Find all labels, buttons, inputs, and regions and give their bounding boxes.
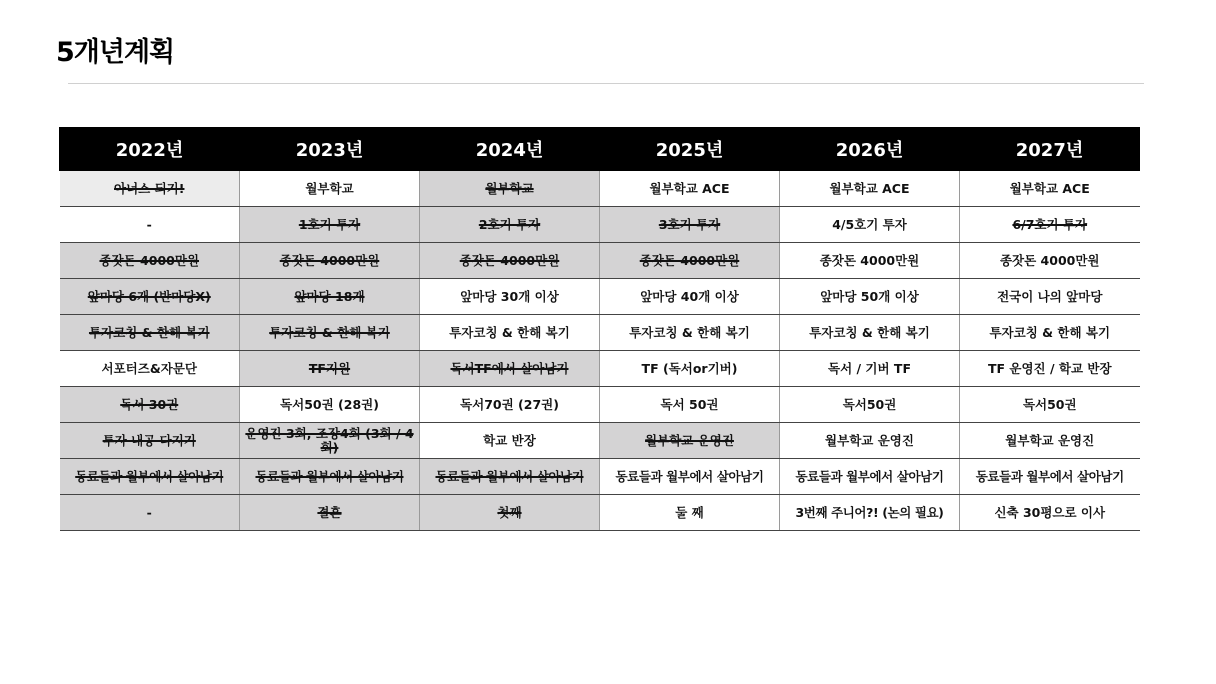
table-row	[60, 207, 1140, 243]
table-row	[60, 243, 1140, 279]
cell-text: 월부학교 운영진	[825, 432, 914, 448]
cell-text: TF 운영진 / 학교 반장	[987, 360, 1112, 376]
cell-text: -	[146, 504, 152, 520]
table-cell	[240, 243, 420, 279]
cell-text: 월부학교 운영진	[645, 432, 734, 448]
cell-text: 아너스 되기!	[114, 180, 185, 196]
cell-text: -	[146, 216, 152, 232]
table-cell	[600, 351, 780, 387]
year-header-row	[60, 128, 1140, 171]
table-cell	[780, 279, 960, 315]
table-cell	[600, 459, 780, 495]
table-cell	[960, 387, 1140, 423]
cell-text: 투자코칭 & 한해 복기	[449, 324, 570, 340]
cell-text: 동료들과 월부에서 살아남기	[75, 468, 224, 484]
table-cell	[780, 243, 960, 279]
table-row	[60, 459, 1140, 495]
cell-text: 1호기 투자	[298, 216, 361, 232]
cell-text: 학교 반장	[483, 432, 536, 448]
year-header-2023: 2023년	[240, 128, 420, 171]
cell-text: 종잣돈 4000만원	[819, 252, 920, 268]
cell-text: 독서 / 기버 TF	[828, 360, 911, 376]
cell-text: 동료들과 월부에서 살아남기	[255, 468, 404, 484]
cell-text: TF지원	[308, 360, 351, 376]
cell-text: 앞마당 30개 이상	[460, 288, 559, 304]
table-cell	[240, 423, 420, 459]
five-year-plan-table	[59, 127, 1140, 531]
table-row	[60, 315, 1140, 351]
table-cell	[420, 387, 600, 423]
table-cell	[420, 243, 600, 279]
table-cell	[960, 423, 1140, 459]
cell-text: 종잣돈 4000만원	[99, 252, 200, 268]
table-cell	[960, 315, 1140, 351]
year-header-2026: 2026년	[780, 128, 960, 171]
cell-text: 앞마당 6개 (반마당X)	[87, 288, 211, 304]
table-cell	[240, 459, 420, 495]
cell-text: 둘 째	[675, 504, 704, 520]
cell-text: 월부학교 ACE	[829, 180, 910, 196]
cell-text: 종잣돈 4000만원	[459, 252, 560, 268]
table-cell	[780, 495, 960, 531]
table-cell	[420, 423, 600, 459]
cell-text: 독서TF에서 살아남기	[450, 360, 569, 376]
cell-text: 독서50권	[842, 396, 897, 412]
cell-text: 독서50권	[1022, 396, 1077, 412]
cell-text: 독서50권 (28권)	[280, 396, 379, 412]
table-cell	[60, 207, 240, 243]
cell-text: 신축 30평으로 이사	[994, 504, 1106, 520]
cell-text: 첫째	[497, 504, 522, 520]
table-cell	[600, 423, 780, 459]
table-cell	[960, 243, 1140, 279]
table-cell	[60, 495, 240, 531]
table-cell	[420, 315, 600, 351]
table-cell	[780, 171, 960, 207]
table-row	[60, 423, 1140, 459]
table-cell	[420, 351, 600, 387]
table-cell	[600, 207, 780, 243]
table-cell	[60, 171, 240, 207]
cell-text: 앞마당 18개	[294, 288, 365, 304]
table-cell	[60, 315, 240, 351]
table-cell	[420, 495, 600, 531]
cell-text: 3번째 주니어?! (논의 필요)	[795, 504, 944, 520]
table-cell	[600, 243, 780, 279]
table-cell	[240, 315, 420, 351]
table-cell	[780, 207, 960, 243]
cell-text: 독서 50권	[660, 396, 719, 412]
cell-text: 월부학교 ACE	[1009, 180, 1090, 196]
cell-text: 종잣돈 4000만원	[999, 252, 1100, 268]
cell-text: 2호기 투자	[478, 216, 541, 232]
table-row	[60, 387, 1140, 423]
table-cell	[240, 279, 420, 315]
table-cell	[780, 387, 960, 423]
table-cell	[780, 351, 960, 387]
table-cell	[420, 171, 600, 207]
table-cell	[240, 207, 420, 243]
table-cell	[420, 207, 600, 243]
cell-text: 투자코칭 & 한해 복기	[269, 324, 390, 340]
table-cell	[240, 351, 420, 387]
table-cell	[420, 279, 600, 315]
cell-text: 독서 30권	[120, 396, 179, 412]
table-cell	[600, 387, 780, 423]
table-cell	[600, 171, 780, 207]
cell-text: 투자코칭 & 한해 복기	[809, 324, 930, 340]
table-cell	[60, 387, 240, 423]
cell-text: 앞마당 40개 이상	[640, 288, 739, 304]
table-cell	[600, 495, 780, 531]
table-cell	[960, 495, 1140, 531]
table-cell	[60, 459, 240, 495]
table-cell	[780, 315, 960, 351]
table-row	[60, 279, 1140, 315]
cell-text: 서포터즈&자문단	[101, 360, 197, 376]
table-cell	[780, 423, 960, 459]
table-cell	[60, 243, 240, 279]
cell-text: 월부학교 운영진	[1005, 432, 1095, 448]
title-divider	[68, 83, 1144, 84]
table-cell	[960, 207, 1140, 243]
cell-text: 투자코칭 & 한해 복기	[88, 324, 210, 340]
cell-text: 운영진 3회, 조장4회 (3회 / 4회)	[245, 425, 414, 455]
cell-text: 종잣돈 4000만원	[639, 252, 740, 268]
table-cell	[960, 171, 1140, 207]
cell-text: 독서70권 (27권)	[460, 396, 559, 412]
cell-text: 월부학교	[305, 180, 354, 196]
cell-text: 투자코칭 & 한해 복기	[629, 324, 750, 340]
cell-text: 전국이 나의 앞마당	[997, 288, 1103, 304]
table-cell	[600, 315, 780, 351]
table-cell	[960, 351, 1140, 387]
cell-text: 월부학교 ACE	[649, 180, 730, 196]
table-cell	[240, 171, 420, 207]
cell-text: 월부학교	[485, 180, 534, 196]
table-cell	[60, 423, 240, 459]
table-cell	[240, 387, 420, 423]
cell-text: 앞마당 50개 이상	[820, 288, 919, 304]
table-cell	[960, 459, 1140, 495]
table-cell	[240, 495, 420, 531]
cell-text: 동료들과 월부에서 살아남기	[975, 468, 1124, 484]
page-title: 5개년계획	[56, 37, 175, 68]
cell-text: 동료들과 월부에서 살아남기	[435, 468, 584, 484]
year-header-2022: 2022년	[60, 128, 240, 171]
cell-text: 6/7호기 투자	[1012, 216, 1088, 232]
table-row	[60, 171, 1140, 207]
cell-text: 투자 내공 다지기	[102, 432, 196, 448]
year-header-2027: 2027년	[960, 128, 1140, 171]
table-cell	[420, 459, 600, 495]
table-cell	[780, 459, 960, 495]
year-header-2024: 2024년	[420, 128, 600, 171]
cell-text: 종잣돈 4000만원	[279, 252, 380, 268]
cell-text: TF (독서or기버)	[641, 360, 738, 376]
cell-text: 3호기 투자	[658, 216, 721, 232]
cell-text: 동료들과 월부에서 살아남기	[795, 468, 944, 484]
table-cell	[60, 279, 240, 315]
table-row	[60, 495, 1140, 531]
cell-text: 투자코칭 & 한해 복기	[989, 324, 1111, 340]
table-cell	[60, 351, 240, 387]
cell-text: 동료들과 월부에서 살아남기	[615, 468, 764, 484]
table-row	[60, 351, 1140, 387]
cell-text: 4/5호기 투자	[832, 216, 907, 232]
table-cell	[600, 279, 780, 315]
cell-text: 결혼	[317, 504, 342, 520]
year-header-2025: 2025년	[600, 128, 780, 171]
table-cell	[960, 279, 1140, 315]
